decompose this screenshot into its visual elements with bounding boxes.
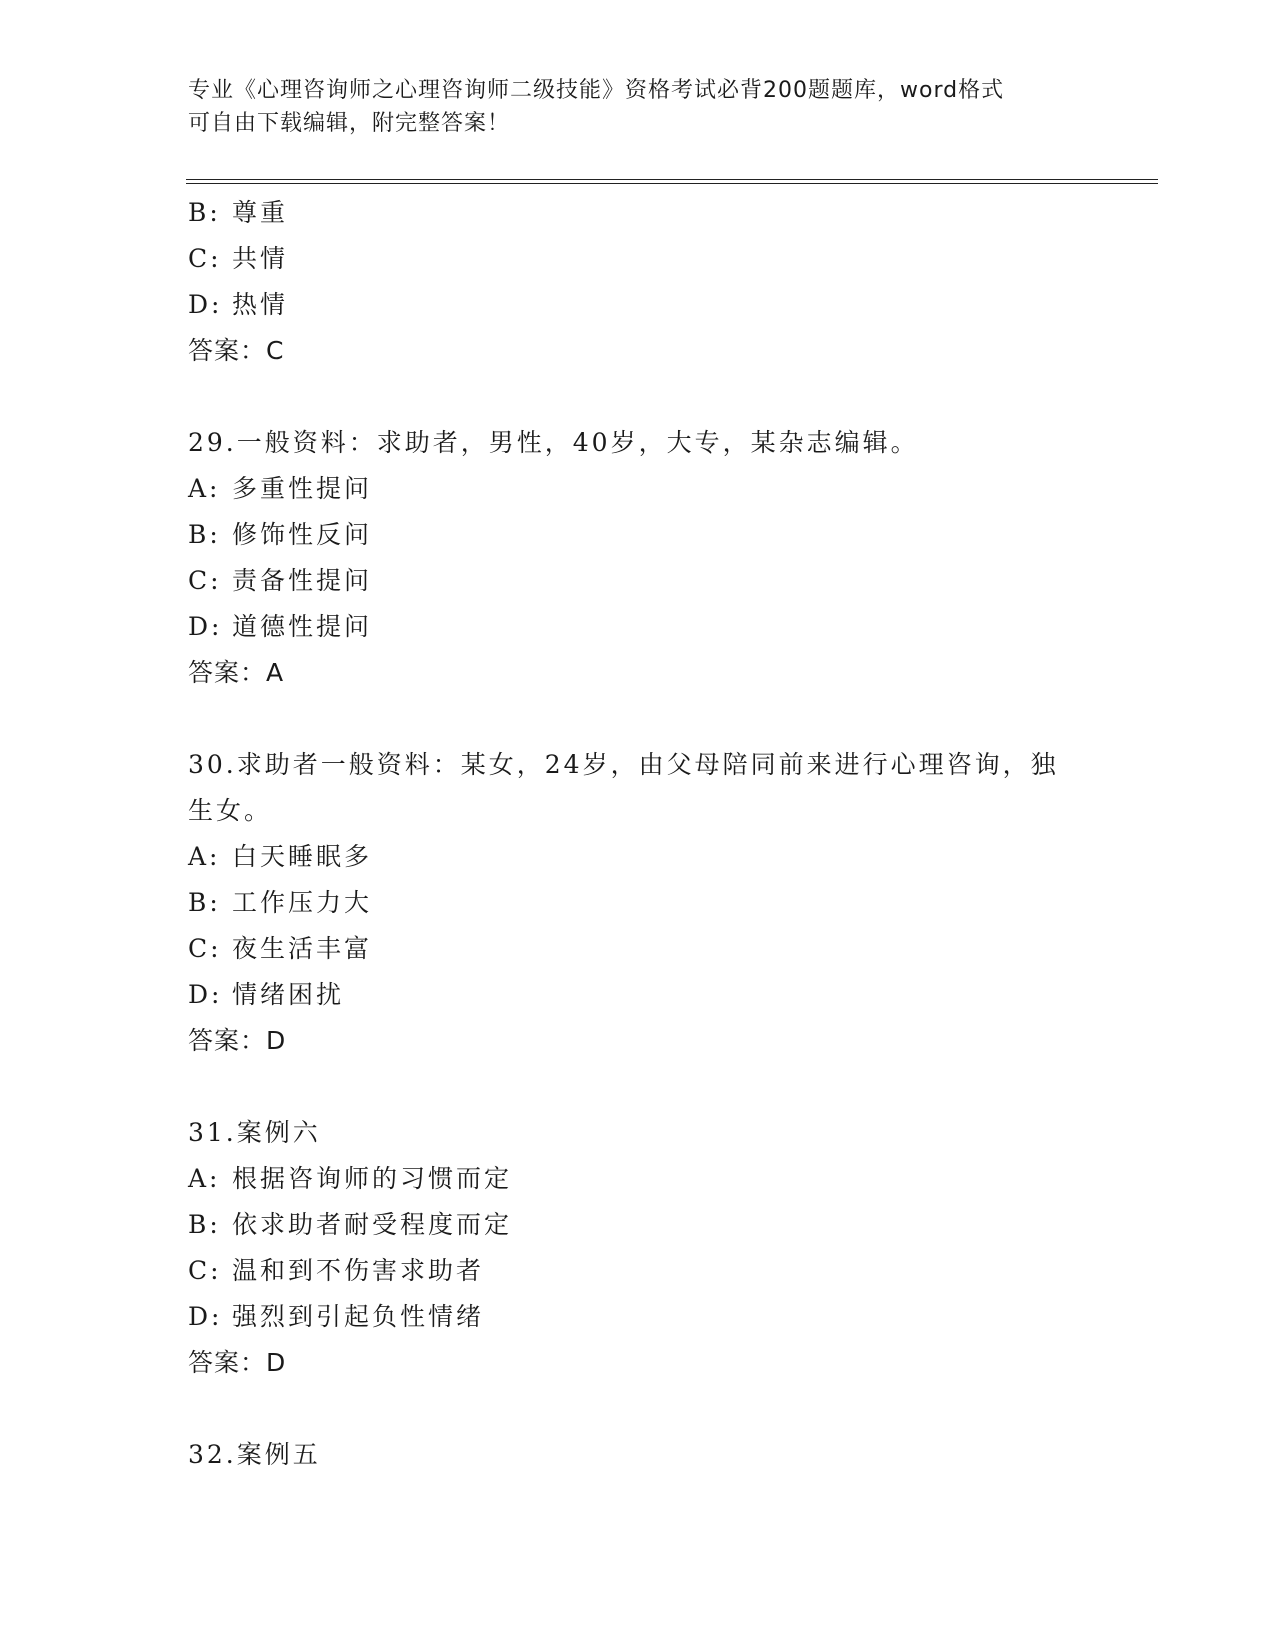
option-b: B: 尊重 <box>188 198 289 227</box>
spacer <box>188 1064 1108 1110</box>
option-c: C: 夜生活丰富 <box>188 934 373 963</box>
header-divider-bottom <box>186 183 1158 184</box>
header-divider-top <box>186 179 1158 180</box>
option-a: A: 根据咨询师的习惯而定 <box>188 1164 513 1193</box>
header-title-line2: 可自由下载编辑，附完整答案！ <box>188 111 511 136</box>
option-c: C: 共情 <box>188 244 289 273</box>
option-b: B: 依求助者耐受程度而定 <box>188 1210 513 1239</box>
answer-line: 答案：D <box>188 1026 287 1055</box>
option-d: D: 热情 <box>188 290 289 319</box>
option-d: D: 强烈到引起负性情绪 <box>188 1302 485 1331</box>
option-d: D: 情绪困扰 <box>188 980 345 1009</box>
question-stem: 31.案例六 <box>188 1118 321 1147</box>
question-30 <box>188 742 1108 1064</box>
question-28-partial <box>188 190 1108 374</box>
question-32 <box>188 1432 1108 1478</box>
option-c: C: 责备性提问 <box>188 566 373 595</box>
option-d: D: 道德性提问 <box>188 612 373 641</box>
option-c: C: 温和到不伤害求助者 <box>188 1256 485 1285</box>
question-stem: 32.案例五 <box>188 1440 321 1469</box>
answer-line: 答案：D <box>188 1348 287 1377</box>
question-list <box>188 190 1108 1478</box>
question-stem: 29.一般资料：求助者，男性，40岁，大专，某杂志编辑。 <box>188 428 919 457</box>
question-31 <box>188 1110 1108 1386</box>
spacer <box>188 696 1108 742</box>
option-a: A: 多重性提问 <box>188 474 373 503</box>
spacer <box>188 1386 1108 1432</box>
document-header <box>188 74 1088 140</box>
question-stem-line1: 30.求助者一般资料：某女，24岁，由父母陪同前来进行心理咨询，独 <box>188 750 1059 779</box>
header-title-line1: 专业《心理咨询师之心理咨询师二级技能》资格考试必背200题题库，word格式 <box>188 78 1005 103</box>
question-29 <box>188 420 1108 696</box>
option-b: B: 工作压力大 <box>188 888 373 917</box>
option-b: B: 修饰性反问 <box>188 520 373 549</box>
spacer <box>188 374 1108 420</box>
answer-line: 答案：A <box>188 658 285 687</box>
option-a: A: 白天睡眠多 <box>188 842 373 871</box>
answer-line: 答案：C <box>188 336 285 365</box>
question-stem-line2: 生女。 <box>188 796 273 825</box>
